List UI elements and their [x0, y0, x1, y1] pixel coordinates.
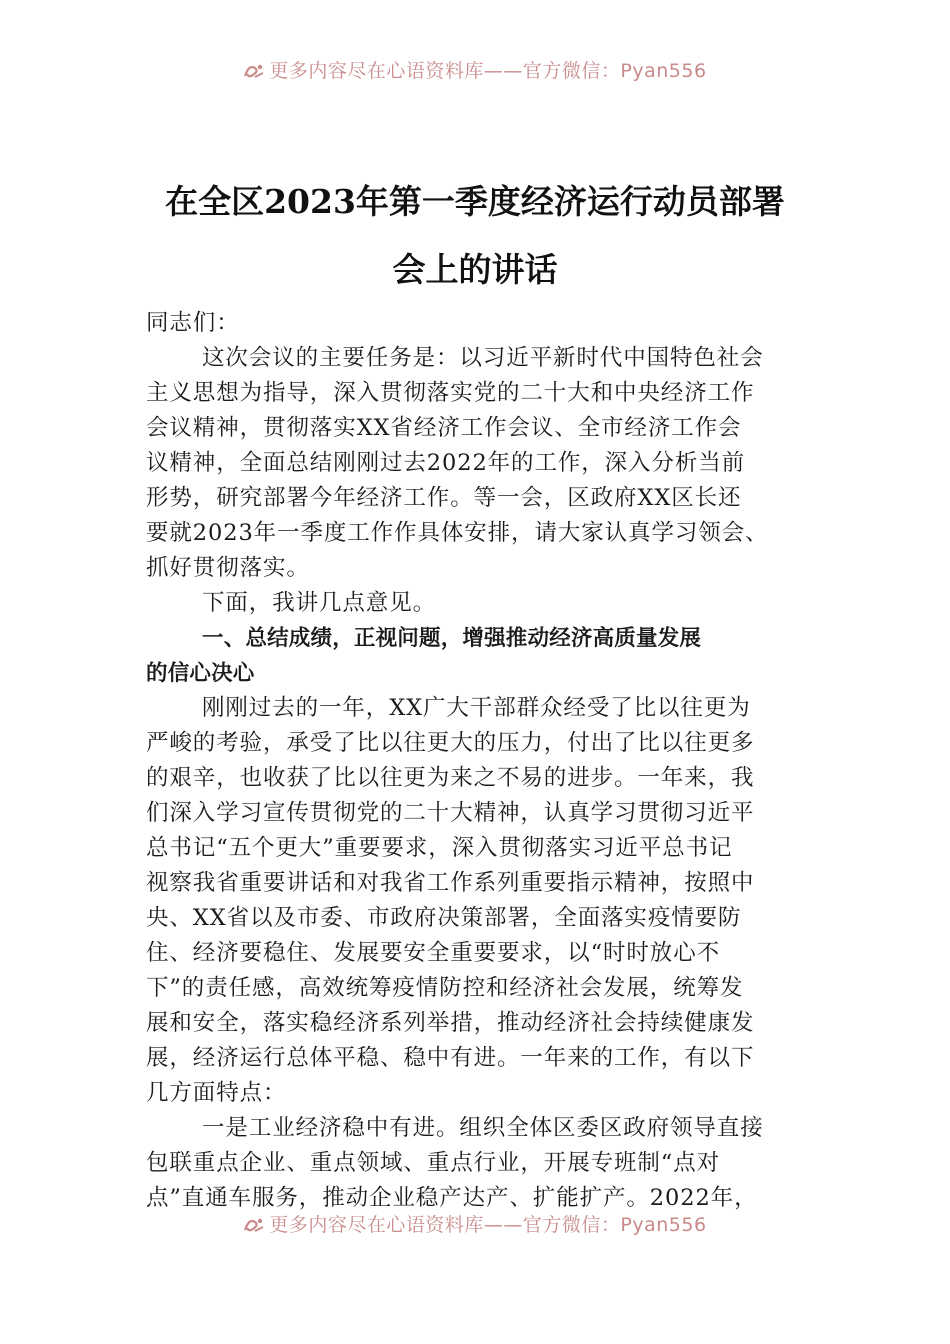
- paragraph-line: 要就2023年一季度工作作具体安排，请大家认真学习领会、: [146, 520, 769, 546]
- section-heading: 一、总结成绩，正视问题，增强推动经济高质量发展: [202, 626, 702, 651]
- paragraph-line: 总书记“五个更大”重要要求，深入贯彻落实习近平总书记: [146, 835, 733, 861]
- paragraph-line: 会议精神，贯彻落实XX省经济工作会议、全市经济工作会: [146, 415, 742, 441]
- paragraph-line: 议精神，全面总结刚刚过去2022年的工作，深入分析当前: [146, 450, 746, 476]
- paragraph-line: 刚刚过去的一年，XX广大干部群众经受了比以往更为: [202, 695, 751, 721]
- paragraph-line: 住、经济要稳住、发展要安全重要要求，以“时时放心不: [146, 940, 721, 966]
- paragraph-line: 们深入学习宣传贯彻党的二十大精神，认真学习贯彻习近平: [146, 800, 755, 826]
- watermark-text: 更多内容尽在心语资料库——官方微信：Pyan556: [269, 60, 707, 82]
- section-heading: 的信心决心: [146, 661, 255, 686]
- paragraph-line: 下面，我讲几点意见。: [202, 590, 437, 616]
- paragraph-line: 这次会议的主要任务是：以习近平新时代中国特色社会: [202, 345, 764, 371]
- document-body: [146, 306, 826, 1216]
- paragraph-line: 一是工业经济稳中有进。组织全体区委区政府领导直接: [202, 1115, 764, 1141]
- paragraph-line: 形势，研究部署今年经济工作。等一会，区政府XX区长还: [146, 485, 742, 511]
- paragraph-line: 主义思想为指导，深入贯彻落实党的二十大和中央经济工作: [146, 380, 755, 406]
- paragraph-line: 展和安全，落实稳经济系列举措，推动经济社会持续健康发: [146, 1010, 755, 1036]
- paragraph-line: 展，经济运行总体平稳、稳中有进。一年来的工作，有以下: [146, 1045, 755, 1071]
- paragraph-line: 央、XX省以及市委、市政府决策部署，全面落实疫情要防: [146, 905, 742, 931]
- watermark-header: [0, 56, 950, 83]
- document-title-line2: 会上的讲话: [392, 250, 558, 289]
- paragraph-line: 包联重点企业、重点领域、重点行业，开展专班制“点对: [146, 1150, 721, 1176]
- logo-icon: [243, 62, 265, 80]
- paragraph-line: 下”的责任感，高效统筹疫情防控和经济社会发展，统筹发: [146, 975, 744, 1001]
- paragraph-line: 几方面特点：: [146, 1080, 287, 1106]
- paragraph-line: 点”直通车服务，推动企业稳产达产、扩能扩产。2022年，: [146, 1185, 758, 1211]
- paragraph-line: 视察我省重要讲话和对我省工作系列重要指示精神，按照中: [146, 870, 755, 896]
- paragraph-line: 严峻的考验，承受了比以往更大的压力，付出了比以往更多: [146, 730, 755, 756]
- watermark-text: 更多内容尽在心语资料库——官方微信：Pyan556: [269, 1214, 707, 1236]
- document-title-line1: 在全区2023年第一季度经济运行动员部署: [165, 182, 785, 221]
- paragraph-line: 的艰辛，也收获了比以往更为来之不易的进步。一年来，我: [146, 765, 755, 791]
- paragraph-line: 抓好贯彻落实。: [146, 555, 310, 581]
- salutation: 同志们：: [146, 310, 240, 336]
- watermark-footer: [0, 1210, 950, 1237]
- logo-icon: [243, 1216, 265, 1234]
